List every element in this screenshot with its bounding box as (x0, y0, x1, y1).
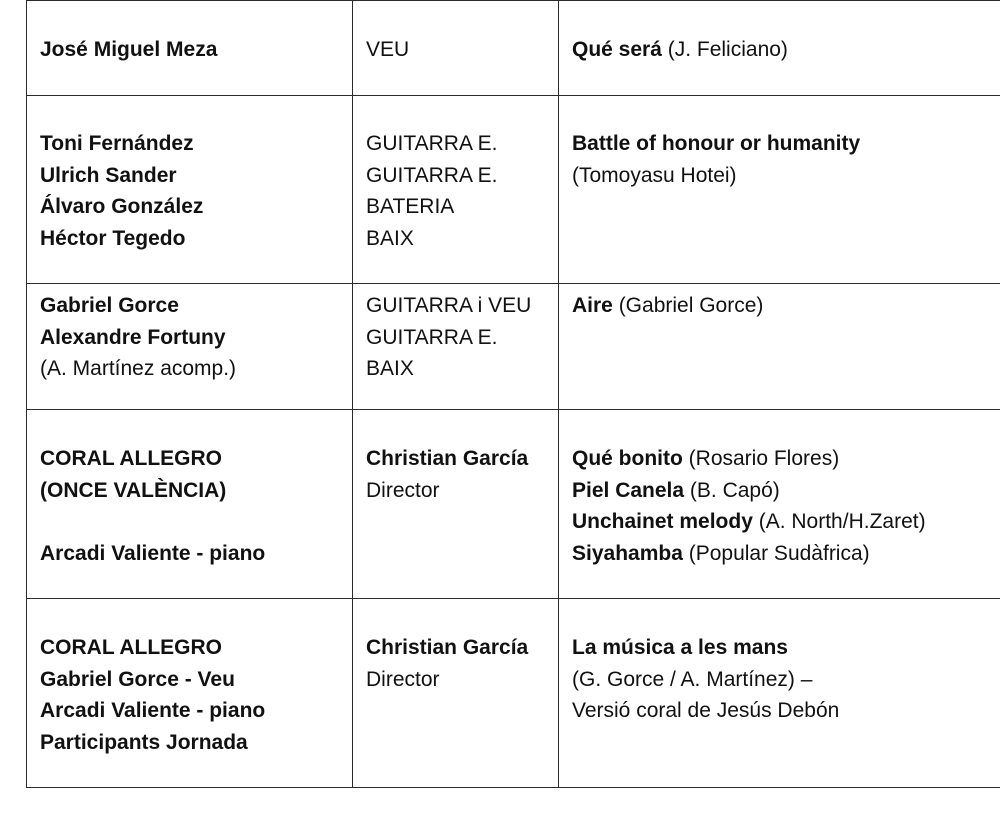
instrument-role: GUITARRA E. (366, 132, 498, 155)
role-cell (353, 96, 559, 284)
song-credit: Versió coral de Jesús Debón (572, 699, 840, 722)
line-spacer (40, 506, 340, 538)
instrument-role: GUITARRA i VEU (366, 294, 532, 317)
performer-name: Ulrich Sander (40, 163, 177, 187)
performer-name: Gabriel Gorce (40, 294, 179, 317)
song-title: Battle of honour or humanity (572, 132, 861, 155)
table-row (27, 1, 1000, 96)
performers-cell (27, 284, 353, 410)
instrument-role: BATERIA (366, 195, 455, 218)
performers-cell (27, 1, 353, 96)
performer-name: Héctor Tegedo (40, 226, 186, 250)
song-entry (572, 443, 988, 475)
table-row (27, 410, 1000, 599)
performer-name: Participants Jornada (40, 730, 248, 754)
director-label: Director (366, 667, 440, 691)
songs-cell (559, 96, 1000, 284)
song-title: Piel Canela (572, 478, 685, 502)
performer-name: CORAL ALLEGRO (40, 636, 222, 659)
director-name: Christian García (366, 636, 529, 659)
instrument-role: VEU (366, 38, 410, 61)
song-title: La música a les mans (572, 636, 788, 659)
song-credit: (Gabriel Gorce) (612, 294, 764, 317)
performer-name: CORAL ALLEGRO (40, 447, 222, 470)
song-title: Siyahamba (572, 541, 683, 565)
songs-cell (559, 599, 1000, 788)
performer-name: Alexandre Fortuny (40, 325, 226, 349)
performer-name: Arcadi Valiente - piano (40, 699, 266, 722)
song-credit: (Rosario Flores) (682, 447, 840, 470)
song-credit: (B. Capó) (684, 478, 780, 502)
song-credit: (J. Feliciano) (661, 38, 788, 61)
song-entry (572, 475, 988, 507)
program-table (26, 0, 1000, 788)
performer-name: Arcadi Valiente - piano (40, 541, 266, 565)
song-title: Qué bonito (572, 447, 683, 470)
performer-name: Álvaro González (40, 195, 204, 218)
song-entry (572, 34, 988, 66)
performer-name: Gabriel Gorce - Veu (40, 667, 235, 691)
song-title: Qué será (572, 38, 662, 61)
song-credit: (A. North/H.Zaret) (752, 510, 926, 533)
role-cell (353, 410, 559, 599)
instrument-role: BAIX (366, 226, 414, 250)
performers-cell (27, 410, 353, 599)
songs-cell (559, 1, 1000, 96)
performer-name: (ONCE VALÈNCIA) (40, 478, 227, 502)
song-title: Aire (572, 294, 613, 317)
performer-name: Toni Fernández (40, 132, 194, 155)
director-label: Director (366, 478, 440, 502)
director-name: Christian García (366, 447, 529, 470)
song-credit: (G. Gorce / A. Martínez) – (572, 667, 813, 691)
song-credit: (Tomoyasu Hotei) (572, 163, 737, 187)
role-cell (353, 284, 559, 410)
table-row (27, 284, 1000, 410)
role-cell (353, 599, 559, 788)
songs-cell (559, 284, 1000, 410)
table-row (27, 96, 1000, 284)
instrument-role: GUITARRA E. (366, 163, 498, 187)
role-cell (353, 1, 559, 96)
song-credit: (Popular Sudàfrica) (682, 541, 870, 565)
performers-cell (27, 599, 353, 788)
instrument-role: BAIX (366, 357, 414, 380)
song-entry (572, 506, 988, 538)
table-row (27, 599, 1000, 788)
performer-name: José Miguel Meza (40, 38, 218, 61)
song-title: Unchainet melody (572, 510, 753, 533)
song-entry (572, 538, 988, 570)
instrument-role: GUITARRA E. (366, 325, 498, 349)
song-entry (572, 290, 988, 322)
performer-note: (A. Martínez acomp.) (40, 357, 237, 380)
performers-cell (27, 96, 353, 284)
songs-cell (559, 410, 1000, 599)
